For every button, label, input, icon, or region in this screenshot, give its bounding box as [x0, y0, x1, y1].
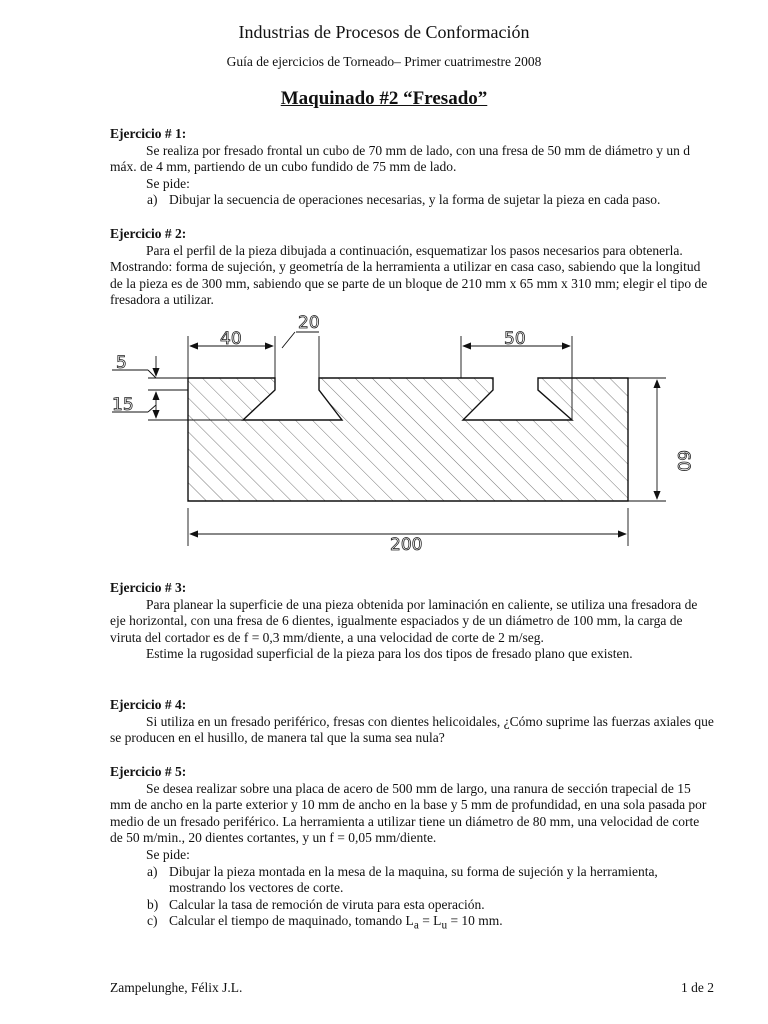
item-marker: c): [147, 913, 158, 929]
exercise-3-body: Para planear la superficie de una pieza obtenida por laminación en caliente, se utiliza una fresadora de eje horizontal, con una fresa de 6 dientes, igualmente espaciados y de un diámetro de 100 mm, la carga de viruta del cortador es de f = 0,3 mm/diente, a una velocidad de corte de 2 m/seg.: [110, 596, 698, 645]
part-profile-drawing: [100, 310, 700, 555]
part-outline: [188, 378, 628, 501]
exercise-5: [110, 764, 715, 935]
subscript-u: u: [441, 920, 448, 933]
exercise-5-item-a: [110, 864, 715, 897]
dim-label-5: 5: [116, 353, 127, 373]
item-c-suffix: = 10 mm.: [447, 913, 503, 929]
exercise-2: [110, 226, 715, 309]
item-c-prefix: Calcular el tiempo de maquinado, tomando L: [169, 913, 414, 929]
dim-label-200: 200: [390, 535, 423, 555]
course-title: Industrias de Procesos de Conformación: [238, 22, 530, 42]
item-text: [169, 913, 503, 933]
exercise-2-heading: Ejercicio # 2:: [110, 226, 187, 241]
exercise-3-body-2: Estime la rugosidad superficial de la pieza para los dos tipos de fresado plano que existen.: [146, 646, 633, 662]
dim-label-40: 40: [220, 329, 242, 349]
item-marker: a): [147, 863, 158, 879]
subscript-a: a: [413, 920, 419, 933]
exercise-1-heading: Ejercicio # 1:: [110, 126, 187, 141]
exercise-1: [110, 126, 715, 209]
dim-label-15: 15: [112, 395, 134, 415]
footer-page-number: 1 de 2: [681, 980, 714, 995]
item-c-eq: = L: [418, 913, 442, 929]
exercise-5-heading: Ejercicio # 5:: [110, 764, 187, 779]
dim-label-60: 60: [673, 450, 693, 472]
exercise-1-body: Se realiza por fresado frontal un cubo de 70 mm de lado, con una fresa de 50 mm de diámetro y un d máx. de 4 mm, partiendo de un cubo fundido de 75 mm de lado.: [110, 142, 690, 175]
exercise-2-body: Para el perfil de la pieza dibujada a continuación, esquematizar los pasos necesarios para obtenerla. Mostrando: forma de sujeción, y geometría de la herramienta a utilizar en casa caso, sabiendo que la longitud de la pieza es de 300 mm, sabiendo que se parte de un bloque de 210 mm x 65 mm x 310 mm; elegir el tipo de fresadora a utilizar.: [110, 242, 708, 308]
exercise-4-heading: Ejercicio # 4:: [110, 697, 187, 712]
exercise-1-item-a: [110, 192, 715, 209]
dim-label-20: 20: [298, 313, 320, 333]
document-title: Maquinado #2 “Fresado”: [280, 88, 488, 109]
exercise-5-se-pide: Se pide:: [146, 846, 190, 862]
item-marker: a): [147, 192, 158, 208]
item-marker: b): [147, 896, 159, 912]
guide-subtitle: Guía de ejercicios de Torneado– Primer cuatrimestre 2008: [226, 54, 542, 69]
exercise-5-body: Se desea realizar sobre una placa de acero de 500 mm de largo, una ranura de sección trapecial de 15 mm de ancho en la parte exterior y 10 mm de ancho en la base y 5 mm de profundidad, en una sola pasada por medio de un fresado periférico. La herramienta a utilizar tiene un diámetro de 80 mm, una velocidad de corte de 50 m/min., 20 dientes cortantes, y un f = 0,05 mm/diente.: [110, 780, 707, 846]
item-text: Dibujar la pieza montada en la mesa de la maquina, su forma de sujeción y la herramienta, mostrando los vectores de corte.: [169, 863, 658, 896]
exercise-1-se-pide: Se pide:: [146, 175, 190, 191]
exercise-3: [110, 580, 715, 663]
exercise-4: [110, 697, 715, 747]
item-text: Calcular la tasa de remoción de viruta para esta operación.: [169, 896, 485, 912]
exercise-5-item-c: [110, 913, 715, 934]
item-text: Dibujar la secuencia de operaciones necesarias, y la forma de sujetar la pieza en cada paso.: [169, 192, 661, 208]
exercise-3-heading: Ejercicio # 3:: [110, 580, 187, 595]
footer-author: Zampelunghe, Félix J.L.: [110, 980, 243, 995]
exercise-4-body: Si utiliza en un fresado periférico, fresas con dientes helicoidales, ¿Cómo suprime las fuerzas axiales que se producen en el husillo, de manera tal que la suma sea nula?: [110, 713, 714, 746]
dim-label-50: 50: [504, 329, 526, 349]
exercise-5-item-b: [110, 897, 715, 914]
